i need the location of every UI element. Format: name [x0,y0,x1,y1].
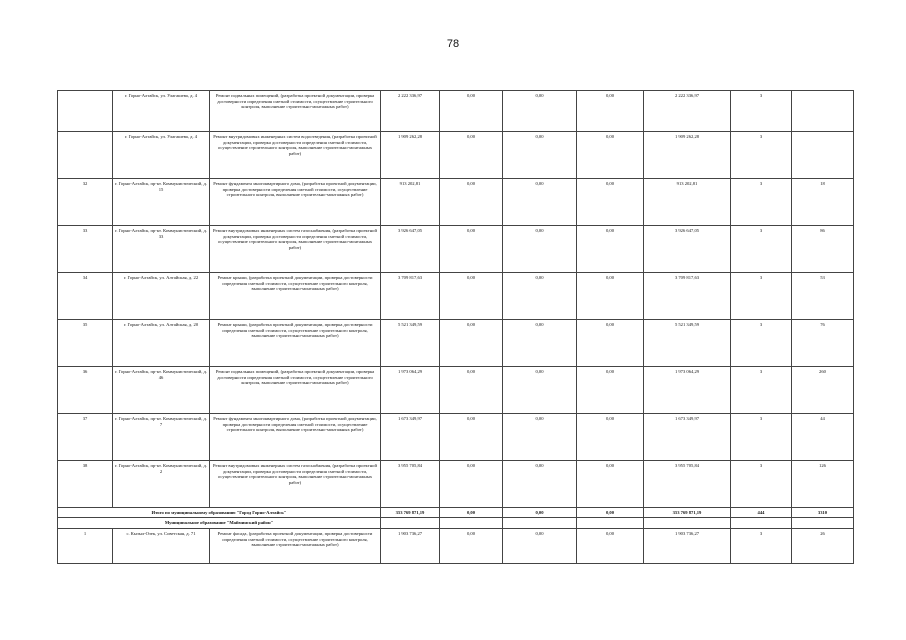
section-header-row [58,518,854,529]
cell-fund-b: 0,00 [503,320,577,367]
table-row [58,273,854,320]
cell-fund-a: 0,00 [440,414,503,461]
table-row [58,91,854,132]
cell-fund-c: 0,00 [577,529,644,564]
cell-work-type: Ремонт крыши, (разработка проектной документации, проверка достоверности определения сметной стоимости, осуществление строительного контроля, выполнение строительно-монтажных работ) [210,273,381,320]
cell-total-cost: 1 973 064,29 [381,367,440,414]
cell-address: г. Горно-Алтайск, пр-кт. Коммунистический, д. 7 [113,414,210,461]
section-empty-cell [440,518,503,529]
cell-address: г. Горно-Алтайск, ул. Улагашева, д. 4 [113,91,210,132]
cell-address: г. Горно-Алтайск, ул. Алтайская, д. 20 [113,320,210,367]
section-empty-cell [577,518,644,529]
cell-owner-funds: 1 973 064,29 [644,367,731,414]
capital-repair-table [57,90,854,564]
cell-owner-funds: 1 673 349,97 [644,414,731,461]
cell-work-type: Ремонт подвальных помещений, (разработка проектной документации, проверка достоверности определения сметной стоимости, осуществление строительного контроля, выполнение строительно-монтажных работ) [210,367,381,414]
cell-work-type: Ремонт внутридомовых инженерных систем газоснабжения, (разработка проектной документации, проверка достоверности определения сметной стоимости, осуществление строительного контроля, выполнение строительно-монтажных работ) [210,461,381,508]
cell-fund-b: 0,00 [503,132,577,179]
cell-count: 3 [731,226,792,273]
cell-extra: 53 [792,273,854,320]
section-empty-cell [731,518,792,529]
table-row [58,529,854,564]
cell-fund-c: 0,00 [577,273,644,320]
cell-total-cost: 1 909 262,28 [381,132,440,179]
cell-count: 3 [731,461,792,508]
table-row [58,179,854,226]
cell-extra: 260 [792,367,854,414]
cell-owner-funds: 1 903 736,27 [644,529,731,564]
table-row [58,414,854,461]
cell-fund-c: 0,00 [577,367,644,414]
cell-fund-b: 0,00 [503,226,577,273]
cell-owner-funds: 3 709 817,63 [644,273,731,320]
cell-owner-funds: 3 955 705,84 [644,461,731,508]
cell-number: 35 [58,320,113,367]
cell-number: 33 [58,226,113,273]
cell-fund-c: 0,00 [577,91,644,132]
cell-owner-funds: 3 926 647,05 [644,226,731,273]
cell-fund-a: 0,00 [440,529,503,564]
total-row [58,508,854,518]
table-row [58,367,854,414]
cell-fund-b: 0,00 [503,179,577,226]
page-number: 78 [446,38,460,50]
cell-owner-funds: 2 222 336,97 [644,91,731,132]
cell-number: 32 [58,179,113,226]
total-fund-a: 0,00 [440,508,503,518]
cell-total-cost: 1 673 349,97 [381,414,440,461]
cell-fund-a: 0,00 [440,132,503,179]
cell-fund-c: 0,00 [577,132,644,179]
cell-count: 3 [731,132,792,179]
cell-total-cost: 5 521 349,59 [381,320,440,367]
cell-fund-b: 0,00 [503,273,577,320]
cell-work-type: Ремонт внутридомовых инженерных систем водоотведения, (разработка проектной документации, проверка достоверности определения сметной стоимости, осуществление строительного контроля, выполнение строительно-монтажных работ) [210,132,381,179]
cell-address: г. Горно-Алтайск, пр-кт. Коммунистический, д. 33 [113,226,210,273]
cell-fund-a: 0,00 [440,320,503,367]
cell-number [58,132,113,179]
cell-work-type: Ремонт фасада, (разработка проектной документации, проверка достоверности определения сметной стоимости, осуществление строительного контроля, выполнение строительно-монтажных работ) [210,529,381,564]
cell-work-type: Ремонт фундамента многоквартирного дома, (разработка проектной документации, проверка достоверности определения сметной стоимости, осуществление строительного контроля, выполнение строительно-монтажных работ) [210,414,381,461]
cell-extra: 26 [792,529,854,564]
cell-work-type: Ремонт крыши, (разработка проектной документации, проверка достоверности определения сметной стоимости, осуществление строительного контроля, выполнение строительно-монтажных работ) [210,320,381,367]
cell-fund-a: 0,00 [440,226,503,273]
table-row [58,461,854,508]
section-empty-cell [381,518,440,529]
cell-extra: 126 [792,461,854,508]
cell-number: 34 [58,273,113,320]
cell-work-type: Ремонт подвальных помещений, (разработка проектной документации, проверка достоверности определения сметной стоимости, осуществление строительного контроля, выполнение строительно-монтажных работ) [210,91,381,132]
cell-count: 3 [731,179,792,226]
cell-work-type: Ремонт внутридомовых инженерных систем газоснабжения, (разработка проектной документации, проверка достоверности определения сметной стоимости, осуществление строительного контроля, выполнение строительно-монтажных работ) [210,226,381,273]
cell-owner-funds: 1 909 262,28 [644,132,731,179]
cell-address: г. Горно-Алтайск, ул. Алтайская, д. 22 [113,273,210,320]
cell-total-cost: 1 903 736,27 [381,529,440,564]
cell-total-cost: 3 709 817,63 [381,273,440,320]
total-cost: 353 769 871,19 [381,508,440,518]
cell-address: г. Горно-Алтайск, пр-кт. Коммунистический, д. 46 [113,367,210,414]
cell-number: 38 [58,461,113,508]
cell-total-cost: 3 926 647,05 [381,226,440,273]
cell-fund-a: 0,00 [440,461,503,508]
cell-count: 3 [731,273,792,320]
section-empty-cell [792,518,854,529]
cell-count: 3 [731,367,792,414]
cell-number: 37 [58,414,113,461]
cell-fund-b: 0,00 [503,367,577,414]
cell-fund-c: 0,00 [577,179,644,226]
cell-fund-b: 0,00 [503,91,577,132]
cell-fund-a: 0,00 [440,179,503,226]
cell-address: г. Горно-Алтайск, пр-кт. Коммунистический, д. 15 [113,179,210,226]
cell-fund-c: 0,00 [577,226,644,273]
cell-extra: 86 [792,226,854,273]
cell-count: 3 [731,91,792,132]
table-row [58,320,854,367]
cell-owner-funds: 913 202,81 [644,179,731,226]
cell-extra: 18 [792,179,854,226]
cell-fund-c: 0,00 [577,461,644,508]
cell-count: 3 [731,414,792,461]
cell-total-cost: 913 202,81 [381,179,440,226]
cell-fund-c: 0,00 [577,414,644,461]
cell-work-type: Ремонт фундамента многоквартирного дома, (разработка проектной документации, проверка достоверности определения сметной стоимости, осуществление строительного контроля, выполнение строительно-монтажных работ) [210,179,381,226]
cell-address: г. Горно-Алтайск, ул. Улагашева, д. 4 [113,132,210,179]
total-count: 444 [731,508,792,518]
cell-number: 36 [58,367,113,414]
cell-extra: 76 [792,320,854,367]
cell-total-cost: 3 955 705,84 [381,461,440,508]
cell-fund-a: 0,00 [440,91,503,132]
cell-fund-b: 0,00 [503,461,577,508]
total-fund-c: 0,00 [577,508,644,518]
total-extra: 3310 [792,508,854,518]
section-empty-cell [644,518,731,529]
cell-extra [792,132,854,179]
table-row [58,132,854,179]
section-title: Муниципальное образование "Майминский район" [58,518,381,529]
cell-extra [792,91,854,132]
cell-fund-a: 0,00 [440,367,503,414]
cell-owner-funds: 5 521 349,59 [644,320,731,367]
cell-fund-a: 0,00 [440,273,503,320]
cell-fund-c: 0,00 [577,320,644,367]
cell-number: 1 [58,529,113,564]
total-fund-b: 0,00 [503,508,577,518]
total-owner-funds: 353 769 871,19 [644,508,731,518]
total-label: Итого по муниципальному образованию "Город Горно-Алтайск" [58,508,381,518]
section-empty-cell [503,518,577,529]
cell-number [58,91,113,132]
cell-total-cost: 2 222 336,97 [381,91,440,132]
cell-address: с. Кызыл-Озек, ул. Советская, д. 71 [113,529,210,564]
cell-fund-b: 0,00 [503,414,577,461]
cell-count: 3 [731,529,792,564]
cell-fund-b: 0,00 [503,529,577,564]
cell-count: 3 [731,320,792,367]
cell-extra: 44 [792,414,854,461]
table-row [58,226,854,273]
cell-address: г. Горно-Алтайск, пр-кт. Коммунистический, д. 2 [113,461,210,508]
